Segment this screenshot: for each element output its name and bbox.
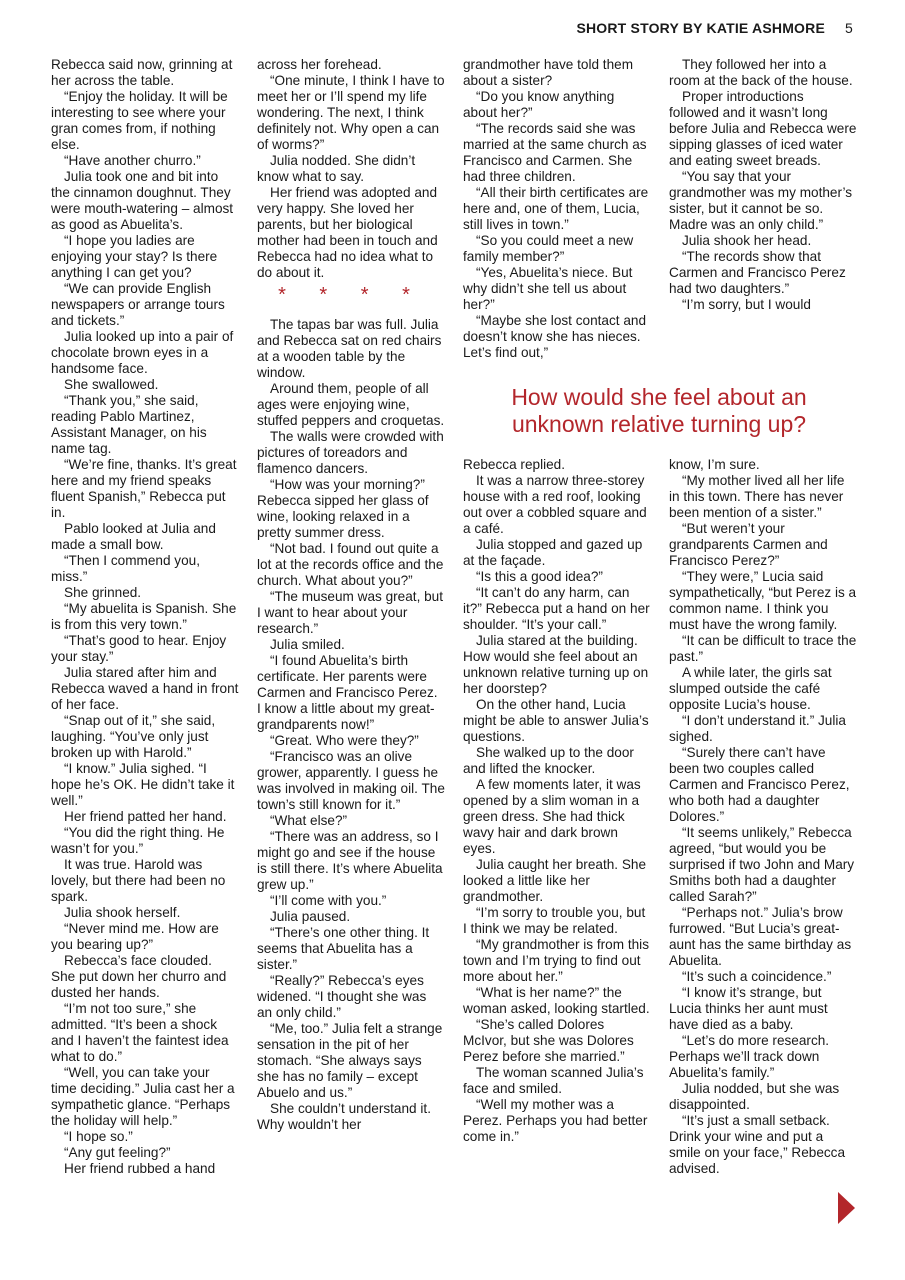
paragraph: “But weren’t your grandparents Carmen and Francisco Perez?” bbox=[669, 521, 828, 568]
paragraph: “One minute, I think I have to meet her or I’ll spend my life wondering. The next, I think definitely not. Why open a can of worms?” bbox=[257, 73, 445, 152]
paragraph: “All their birth certificates are here and, one of them, Lucia, still lives in town.” bbox=[463, 185, 649, 232]
paragraph: “How was your morning?” Rebecca sipped her glass of wine, looking relaxed in a pretty summer dress. bbox=[257, 477, 429, 540]
paragraph: “Well, you can take your time deciding.” Julia cast her a sympathetic glance. “Perhaps the holiday will help.” bbox=[51, 1065, 235, 1128]
paragraph: “I hope you ladies are enjoying your stay? Is there anything I can get you? bbox=[51, 233, 218, 280]
paragraph: Julia caught her breath. She looked a little like her grandmother. bbox=[463, 857, 647, 904]
paragraph: “Well my mother was a Perez. Perhaps you had better come in.” bbox=[463, 1097, 648, 1144]
column-3-top bbox=[463, 57, 651, 361]
paragraph: “My abuelita is Spanish. She is from this very town.” bbox=[51, 601, 237, 632]
paragraph: She grinned. bbox=[64, 585, 142, 600]
paragraph: Julia looked up into a pair of chocolate brown eyes in a handsome face. bbox=[51, 329, 234, 376]
paragraph: “Snap out of it,” she said, laughing. “You’ve only just broken up with Harold.” bbox=[51, 713, 216, 760]
paragraph: Around them, people of all ages were enjoying wine, stuffed peppers and croquetas. bbox=[257, 381, 445, 428]
paragraph: “Any gut feeling?” bbox=[64, 1145, 171, 1160]
paragraph: “Francisco was an olive grower, apparently. I guess he was involved in making oil. The town’s still known for it.” bbox=[257, 749, 445, 812]
paragraph: “Is this a good idea?” bbox=[476, 569, 603, 584]
paragraph: Julia stared after him and Rebecca waved a hand in front of her face. bbox=[51, 665, 239, 712]
paragraph: Rebecca replied. bbox=[463, 457, 566, 472]
paragraph: “I found Abuelita’s birth certificate. Her parents were Carmen and Francisco Perez. I know a little about my great-grandparents now!” bbox=[257, 653, 438, 732]
paragraph: “The museum was great, but I want to hear about your research.” bbox=[257, 589, 444, 636]
paragraph: She walked up to the door and lifted the knocker. bbox=[463, 745, 634, 776]
paragraph: “Maybe she lost contact and doesn’t know she has nieces. Let’s find out,” bbox=[463, 313, 647, 360]
paragraph: “I know.” Julia sighed. “I hope he’s OK. He didn’t take it well.” bbox=[51, 761, 235, 808]
paragraph: “Surely there can’t have been two couples called Carmen and Francisco Perez, who both had a daughter Dolores.” bbox=[669, 745, 850, 824]
paragraph: Her friend patted her hand. bbox=[64, 809, 227, 824]
paragraph: Her friend was adopted and very happy. She loved her parents, but her biological mother had been in touch and Rebecca had no idea what to do about it. bbox=[257, 185, 438, 280]
paragraph: Rebecca said now, grinning at her across the table. bbox=[51, 57, 233, 88]
paragraph: Proper introductions followed and it wasn’t long before Julia and Rebecca were sipping glasses of iced water and eating sweet breads. bbox=[669, 89, 857, 168]
paragraph: Julia took one and bit into the cinnamon doughnut. They were mouth-watering – almost as good as Abuelita’s. bbox=[51, 169, 234, 232]
paragraph: Pablo looked at Julia and made a small bow. bbox=[51, 521, 216, 552]
paragraph: “There was an address, so I might go and see if the house is still there. It’s where Abuelita grew up.” bbox=[257, 829, 443, 892]
paragraph: “That’s good to hear. Enjoy your stay.” bbox=[51, 633, 227, 664]
paragraph: Julia nodded. She didn’t know what to say. bbox=[257, 153, 416, 184]
column-1 bbox=[51, 57, 239, 1177]
column-4-bottom bbox=[669, 457, 857, 1177]
paragraph: “Really?” Rebecca’s eyes widened. “I thought she was an only child.” bbox=[257, 973, 427, 1020]
page-header bbox=[576, 20, 853, 36]
paragraph: “Thank you,” she said, reading Pablo Martinez, Assistant Manager, on his name tag. bbox=[51, 393, 207, 456]
paragraph: Julia shook her head. bbox=[682, 233, 812, 248]
paragraph: “It’s such a coincidence.” bbox=[682, 969, 832, 984]
paragraph: “You say that your grandmother was my mother’s sister, but it cannot be so. Madre was an only child.” bbox=[669, 169, 853, 232]
paragraph: “It’s just a small setback. Drink your wine and put a smile on your face,” Rebecca advised. bbox=[669, 1113, 846, 1176]
paragraph: “I’m not too sure,” she admitted. “It’s been a shock and I haven’t the faintest idea what to do.” bbox=[51, 1001, 229, 1064]
paragraph: “It seems unlikely,” Rebecca agreed, “but would you be surprised if two John and Mary Smiths both had a daughter called Sarah?” bbox=[669, 825, 855, 904]
paragraph: “She’s called Dolores McIvor, but she was Dolores Perez before she married.” bbox=[463, 1017, 634, 1064]
paragraph: “I hope so.” bbox=[64, 1129, 133, 1144]
paragraph: “Not bad. I found out quite a lot at the records office and the church. What about you?” bbox=[257, 541, 444, 588]
paragraph: grandmother have told them about a sister? bbox=[463, 57, 634, 88]
paragraph: “Have another churro.” bbox=[64, 153, 201, 168]
paragraph: She couldn’t understand it. Why wouldn’t her bbox=[257, 1101, 431, 1132]
paragraph: “I’m sorry to trouble you, but I think we may be related. bbox=[463, 905, 646, 936]
paragraph: “Yes, Abuelita’s niece. But why didn’t she tell us about her?” bbox=[463, 265, 633, 312]
paragraph: “Let’s do more research. Perhaps we’ll track down Abuelita’s family.” bbox=[669, 1033, 830, 1080]
paragraph: “My grandmother is from this town and I’m trying to find out more about her.” bbox=[463, 937, 649, 984]
paragraph: Her friend rubbed a hand bbox=[64, 1161, 216, 1176]
paragraph: “My mother lived all her life in this town. There has never been mention of a sister.” bbox=[669, 473, 845, 520]
column-2 bbox=[257, 57, 445, 1133]
paragraph: “Then I commend you, miss.” bbox=[51, 553, 200, 584]
column-2-part-a bbox=[257, 57, 445, 281]
paragraph: A few moments later, it was opened by a slim woman in a green dress. She had thick wavy hair and dark brown eyes. bbox=[463, 777, 641, 856]
paragraph: Julia stared at the building. How would she feel about an unknown relative turning up on her doorstep? bbox=[463, 633, 649, 696]
paragraph: “The records show that Carmen and Francisco Perez had two daughters.” bbox=[669, 249, 846, 296]
paragraph: The woman scanned Julia’s face and smiled. bbox=[463, 1065, 644, 1096]
paragraph: “We can provide English newspapers or arrange tours and tickets.” bbox=[51, 281, 225, 328]
paragraph: “Never mind me. How are you bearing up?” bbox=[51, 921, 219, 952]
paragraph: “They were,” Lucia said sympathetically, “but Perez is a common name. I think you must have the wrong family. bbox=[669, 569, 857, 632]
paragraph: “What else?” bbox=[270, 813, 348, 828]
column-3-bottom bbox=[463, 457, 651, 1145]
paragraph: “It can be difficult to trace the past.” bbox=[669, 633, 857, 664]
page-number: 5 bbox=[845, 20, 853, 36]
paragraph: “Perhaps not.” Julia’s brow furrowed. “But Lucia’s great-aunt has the same birthday as Abuelita. bbox=[669, 905, 852, 968]
pull-quote: How would she feel about an unknown relative turning up? bbox=[511, 384, 807, 437]
column-2-part-b bbox=[257, 317, 445, 1133]
paragraph: “You did the right thing. He wasn’t for you.” bbox=[51, 825, 225, 856]
paragraph: On the other hand, Lucia might be able to answer Julia’s questions. bbox=[463, 697, 649, 744]
paragraph: “I don’t understand it.” Julia sighed. bbox=[669, 713, 846, 744]
paragraph: It was true. Harold was lovely, but there had been no spark. bbox=[51, 857, 226, 904]
section-break: * * * * bbox=[278, 284, 424, 306]
continue-arrow-icon[interactable] bbox=[838, 1192, 855, 1224]
paragraph: “It can’t do any harm, can it?” Rebecca put a hand on her shoulder. “It’s your call.” bbox=[463, 585, 650, 632]
paragraph: “I know it’s strange, but Lucia thinks her aunt must have died as a baby. bbox=[669, 985, 828, 1032]
paragraph: “Enjoy the holiday. It will be interesting to see where your gran comes from, if nothing else. bbox=[51, 89, 228, 152]
paragraph: She swallowed. bbox=[64, 377, 159, 392]
paragraph: “The records said she was married at the same church as Francisco and Carmen. She had three children. bbox=[463, 121, 647, 184]
paragraph: “So you could meet a new family member?” bbox=[463, 233, 634, 264]
paragraph: “Me, too.” Julia felt a strange sensation in the pit of her stomach. “She always says she has no family – except Abuelo and us.” bbox=[257, 1021, 443, 1100]
paragraph: across her forehead. bbox=[257, 57, 382, 72]
paragraph: It was a narrow three-storey house with a red roof, looking out over a cobbled square and a café. bbox=[463, 473, 647, 536]
paragraph: Julia smiled. bbox=[270, 637, 345, 652]
paragraph: Julia nodded, but she was disappointed. bbox=[669, 1081, 840, 1112]
paragraph: know, I’m sure. bbox=[669, 457, 760, 472]
paragraph: They followed her into a room at the back of the house. bbox=[669, 57, 853, 88]
paragraph: Julia paused. bbox=[270, 909, 351, 924]
paragraph: “I’m sorry, but I would bbox=[682, 297, 811, 312]
paragraph: “What is her name?” the woman asked, looking startled. bbox=[463, 985, 650, 1016]
story-byline: SHORT STORY BY KATIE ASHMORE bbox=[576, 20, 825, 36]
paragraph: “I’ll come with you.” bbox=[270, 893, 387, 908]
paragraph: “There’s one other thing. It seems that Abuelita has a sister.” bbox=[257, 925, 430, 972]
paragraph: “Do you know anything about her?” bbox=[463, 89, 615, 120]
column-4-top bbox=[669, 57, 857, 313]
paragraph: Rebecca’s face clouded. She put down her churro and dusted her hands. bbox=[51, 953, 227, 1000]
paragraph: “Great. Who were they?” bbox=[270, 733, 419, 748]
paragraph: “We’re fine, thanks. It’s great here and my friend speaks fluent Spanish,” Rebecca put in. bbox=[51, 457, 237, 520]
paragraph: Julia shook herself. bbox=[64, 905, 181, 920]
paragraph: The walls were crowded with pictures of toreadors and flamenco dancers. bbox=[257, 429, 444, 476]
paragraph: Julia stopped and gazed up at the façade. bbox=[463, 537, 643, 568]
paragraph: The tapas bar was full. Julia and Rebecca sat on red chairs at a wooden table by the window. bbox=[257, 317, 442, 380]
paragraph: A while later, the girls sat slumped outside the café opposite Lucia’s house. bbox=[669, 665, 832, 712]
